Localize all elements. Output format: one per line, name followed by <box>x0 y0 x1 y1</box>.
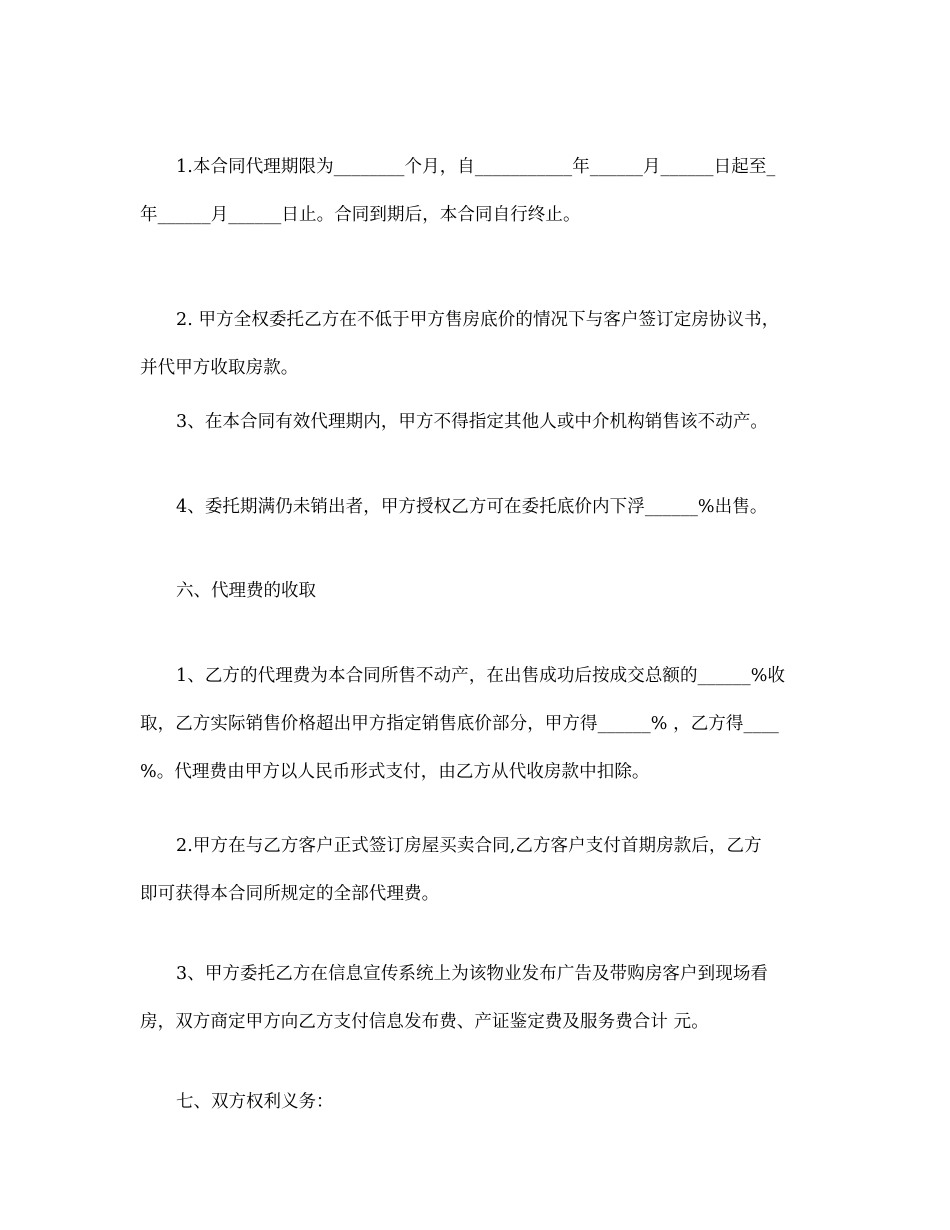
clause-price-float <box>140 483 812 531</box>
fee-clause-2-line-1: 2.甲方在与乙方客户正式签订房屋买卖合同,乙方客户支付首期房款后，乙方 <box>176 836 762 856</box>
clause-full-authority-line-1: 2. 甲方全权委托乙方在不低于甲方售房底价的情况下与客户签订定房协议书， <box>176 310 780 330</box>
clause-exclusive-agency-line-1: 3、在本合同有效代理期内，甲方不得指定其他人或中介机构销售该不动产。 <box>176 412 769 432</box>
section-heading-rights-obligations: 七、双方权利义务： <box>176 1092 334 1112</box>
section-heading-agency-fee: 六、代理费的收取 <box>176 581 316 601</box>
clause-agency-term-line-2: 年______月______日止。合同到期后，本合同自行终止。 <box>140 205 581 225</box>
fee-clause-2-line-2: 即可获得本合同所规定的全部代理费。 <box>140 884 440 904</box>
clause-agency-term <box>140 143 812 239</box>
clause-exclusive-agency <box>140 398 812 446</box>
clause-full-authority <box>140 296 812 392</box>
fee-clause-2 <box>140 822 812 918</box>
clause-full-authority-line-2: 并代甲方收取房款。 <box>140 358 299 378</box>
fee-clause-1-line-3: %。代理费由甲方以人民币形式支付，由乙方从代收房款中扣除。 <box>140 762 650 782</box>
fee-clause-3-line-2: 房，双方商定甲方向乙方支付信息发布费、产证鉴定费及服务费合计 元。 <box>140 1012 709 1032</box>
fee-clause-3-line-1: 3、甲方委托乙方在信息宣传系统上为该物业发布广告及带购房客户到现场看 <box>176 964 769 984</box>
fee-clause-3 <box>140 950 812 1046</box>
fee-clause-1-line-2: 取，乙方实际销售价格超出甲方指定销售底价部分，甲方得______% ，乙方得____ <box>140 714 779 734</box>
clause-agency-term-line-1: 1.本合同代理期限为________个月，自___________年______月______日起至_ <box>176 157 776 177</box>
fee-clause-1 <box>140 652 812 796</box>
fee-clause-1-line-1: 1、乙方的代理费为本合同所售不动产，在出售成功后按成交总额的______%收 <box>176 666 786 686</box>
clause-price-float-line-1: 4、委托期满仍未销出者，甲方授权乙方可在委托底价内下浮______%出售。 <box>176 497 768 517</box>
